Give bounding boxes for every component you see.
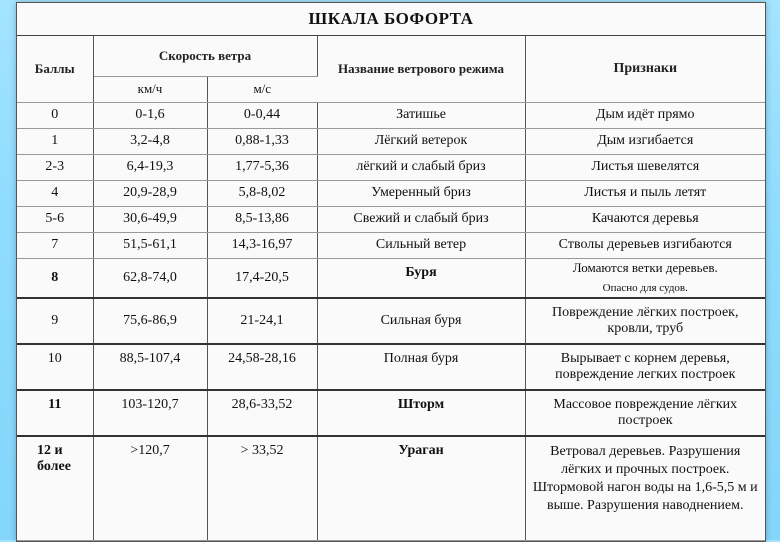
points-cell: 1 bbox=[17, 128, 93, 154]
points-cell: 10 bbox=[17, 344, 93, 390]
kmh-cell: >120,7 bbox=[93, 436, 207, 540]
kmh-cell: 6,4-19,3 bbox=[93, 154, 207, 180]
regime-cell: Сильный ветер bbox=[317, 232, 525, 258]
signs-cell: Дым идёт прямо bbox=[525, 102, 765, 128]
points-cell: 4 bbox=[17, 180, 93, 206]
points-cell: 11 bbox=[17, 390, 93, 436]
regime-cell: Лёгкий ветерок bbox=[317, 128, 525, 154]
points-cell: 7 bbox=[17, 232, 93, 258]
kmh-cell: 75,6-86,9 bbox=[93, 298, 207, 344]
regime-cell: Полная буря bbox=[317, 344, 525, 390]
kmh-cell: 30,6-49,9 bbox=[93, 206, 207, 232]
signs-cell: Массовое повреждение лёгких построек bbox=[525, 390, 765, 436]
table-row bbox=[17, 258, 765, 298]
beaufort-scale-sheet bbox=[16, 2, 766, 542]
kmh-cell: 3,2-4,8 bbox=[93, 128, 207, 154]
table-row bbox=[17, 180, 765, 206]
header-kmh: км/ч bbox=[93, 76, 207, 102]
table-row bbox=[17, 154, 765, 180]
header-signs: Признаки bbox=[525, 36, 765, 102]
signs-cell: Листья и пыль летят bbox=[525, 180, 765, 206]
ms-cell: 24,58-28,16 bbox=[207, 344, 317, 390]
ms-cell: 1,77-5,36 bbox=[207, 154, 317, 180]
signs-cell: Качаются деревья bbox=[525, 206, 765, 232]
ms-cell: 14,3-16,97 bbox=[207, 232, 317, 258]
regime-cell: Свежий и слабый бриз bbox=[317, 206, 525, 232]
header-ms: м/с bbox=[207, 76, 317, 102]
points-cell: 2-3 bbox=[17, 154, 93, 180]
table-row bbox=[17, 298, 765, 344]
table-row bbox=[17, 344, 765, 390]
signs-cell: Вырывает с корнем деревья, повреждение легких построек bbox=[525, 344, 765, 390]
header-points: Баллы bbox=[17, 36, 93, 102]
beaufort-table bbox=[17, 36, 765, 541]
table-row bbox=[17, 206, 765, 232]
kmh-cell: 51,5-61,1 bbox=[93, 232, 207, 258]
table-row bbox=[17, 102, 765, 128]
regime-cell: Ураган bbox=[317, 436, 525, 540]
signs-cell: Листья шевелятся bbox=[525, 154, 765, 180]
points-cell: 5-6 bbox=[17, 206, 93, 232]
points-cell: 12 и более bbox=[17, 436, 93, 540]
regime-cell: Умеренный бриз bbox=[317, 180, 525, 206]
kmh-cell: 103-120,7 bbox=[93, 390, 207, 436]
kmh-cell: 20,9-28,9 bbox=[93, 180, 207, 206]
ms-cell: > 33,52 bbox=[207, 436, 317, 540]
signs-cell: Ветровал деревьев. Разрушения лёгких и прочных построек. Штормовой нагон воды на 1,6-5,5 м и выше. Разрушения наводнением. bbox=[525, 436, 765, 540]
page-title: ШКАЛА БОФОРТА bbox=[17, 3, 765, 36]
regime-cell: Шторм bbox=[317, 390, 525, 436]
header-speed: Скорость ветра bbox=[93, 36, 317, 76]
table-row bbox=[17, 232, 765, 258]
ms-cell: 0-0,44 bbox=[207, 102, 317, 128]
signs-cell: Стволы деревьев изгибаются bbox=[525, 232, 765, 258]
regime-cell: Затишье bbox=[317, 102, 525, 128]
table-row bbox=[17, 436, 765, 540]
signs-cell: Повреждение лёгких построек, кровли, труб bbox=[525, 298, 765, 344]
points-cell: 8 bbox=[17, 258, 93, 298]
ms-cell: 5,8-8,02 bbox=[207, 180, 317, 206]
table-row bbox=[17, 390, 765, 436]
regime-cell: лёгкий и слабый бриз bbox=[317, 154, 525, 180]
regime-cell: Сильная буря bbox=[317, 298, 525, 344]
kmh-cell: 0-1,6 bbox=[93, 102, 207, 128]
ms-cell: 17,4-20,5 bbox=[207, 258, 317, 298]
points-cell: 0 bbox=[17, 102, 93, 128]
ms-cell: 8,5-13,86 bbox=[207, 206, 317, 232]
points-cell: 9 bbox=[17, 298, 93, 344]
kmh-cell: 88,5-107,4 bbox=[93, 344, 207, 390]
regime-cell: Буря bbox=[317, 258, 525, 298]
kmh-cell: 62,8-74,0 bbox=[93, 258, 207, 298]
ms-cell: 21-24,1 bbox=[207, 298, 317, 344]
table-header-row bbox=[17, 36, 765, 76]
table-row bbox=[17, 128, 765, 154]
ms-cell: 0,88-1,33 bbox=[207, 128, 317, 154]
signs-line: Опасно для судов. bbox=[602, 281, 688, 294]
signs-cell bbox=[525, 258, 765, 298]
ms-cell: 28,6-33,52 bbox=[207, 390, 317, 436]
header-regime: Название ветрового режима bbox=[317, 36, 525, 102]
signs-line: Ломаются ветки деревьев. bbox=[572, 259, 718, 275]
signs-cell: Дым изгибается bbox=[525, 128, 765, 154]
